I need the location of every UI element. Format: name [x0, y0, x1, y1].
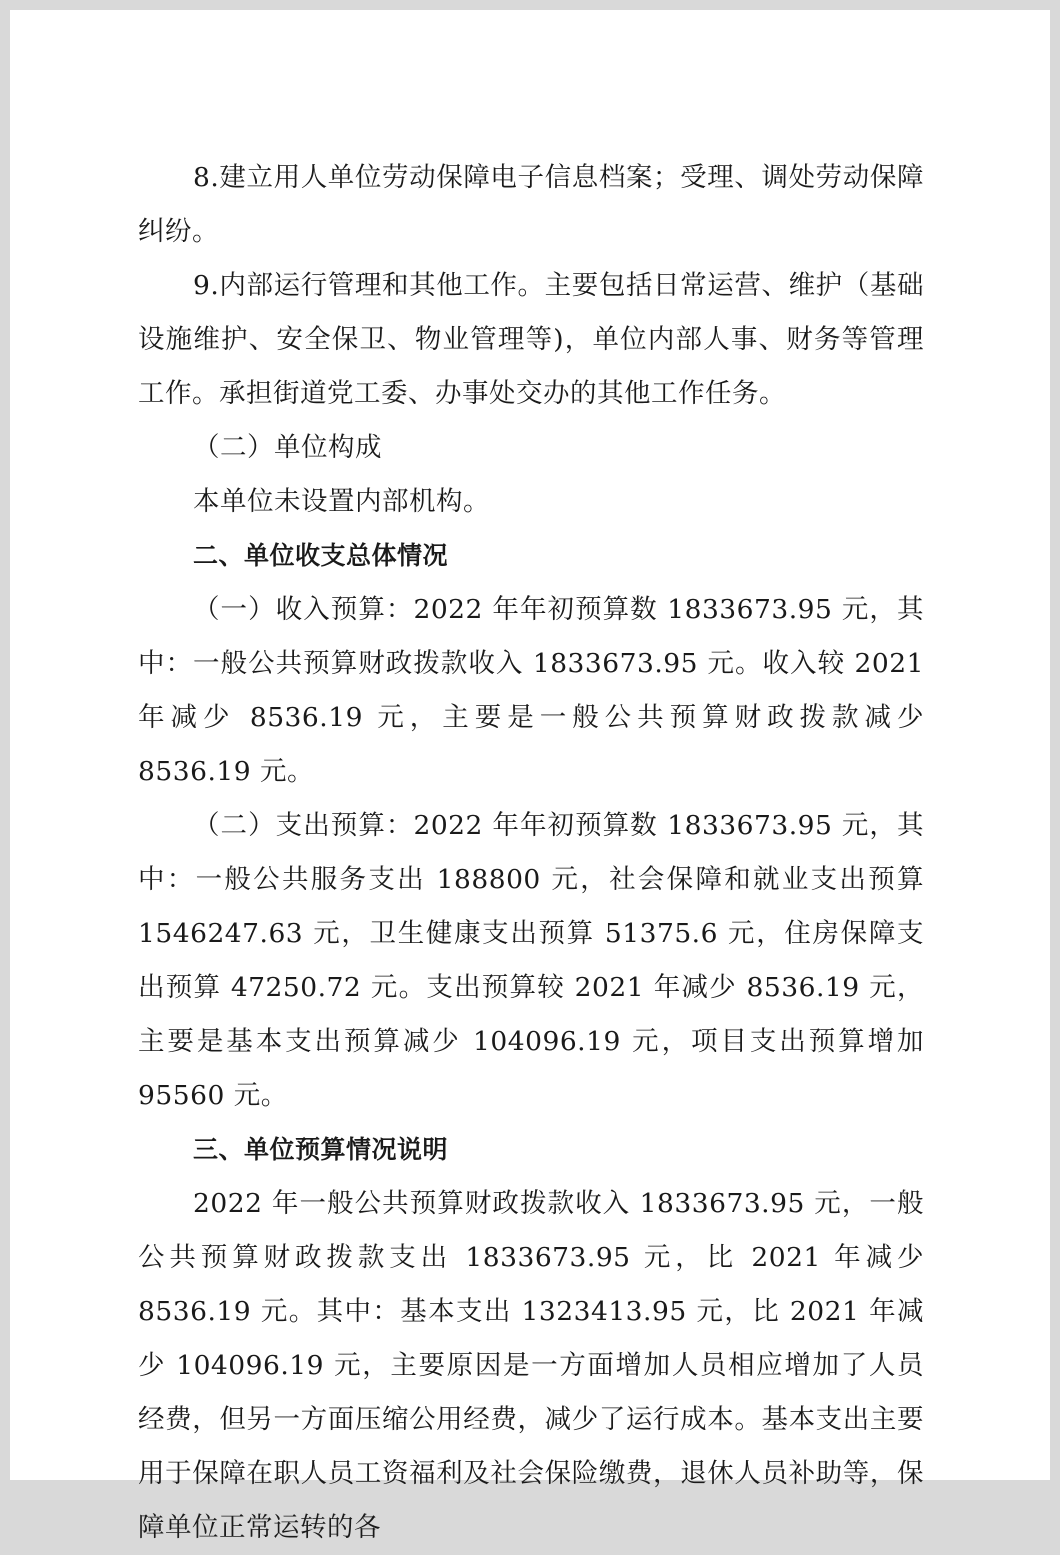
paragraph-expenditure-budget: （二）支出预算：2022 年年初预算数 1833673.95 元，其中：一般公共服务支出 188800 元，社会保障和就业支出预算 1546247.63 元，卫生健康支出预算 51375.6 元，住房保障支出预算 47250.72 元。支出预算较 2021 年减少 8536.19 元，主要是基本支出预算减少 104096.19 元，项目支出预算增加 95560 元。 — [138, 810, 924, 1111]
document-body — [138, 151, 924, 1555]
section-heading-3: 三、单位预算情况说明 — [193, 1135, 449, 1164]
paragraph-item-8: 8.建立用人单位劳动保障电子信息档案；受理、调处劳动保障纠纷。 — [138, 162, 924, 247]
paragraph-item-9: 9.内部运行管理和其他工作。主要包括日常运营、维护（基础设施维护、安全保卫、物业管理等)，单位内部人事、财务等管理工作。承担街道党工委、办事处交办的其他工作任务。 — [138, 270, 924, 409]
paragraph-budget-explanation: 2022 年一般公共预算财政拨款收入 1833673.95 元，一般公共预算财政拨款支出 1833673.95 元，比 2021 年减少 8536.19 元。其中：基本支出 1323413.95 元，比 2021 年减少 104096.19 元，主要原因是一方面增加人员相应增加了人员经费，但另一方面压缩公用经费，减少了运行成本。基本支出主要用于保障在职人员工资福利及社会保险缴费，退休人员补助等，保障单位正常运转的各 — [138, 1188, 924, 1543]
document-page — [10, 10, 1050, 1543]
paragraph-income-budget: （一）收入预算：2022 年年初预算数 1833673.95 元，其中：一般公共预算财政拨款收入 1833673.95 元。收入较 2021 年减少 8536.19 元，主要是一般公共预算财政拨款减少 8536.19 元。 — [138, 594, 924, 787]
subheading-unit-composition: （二）单位构成 — [193, 432, 382, 463]
paragraph-no-internal-org: 本单位未设置内部机构。 — [193, 486, 490, 517]
section-heading-2: 二、单位收支总体情况 — [193, 541, 449, 570]
